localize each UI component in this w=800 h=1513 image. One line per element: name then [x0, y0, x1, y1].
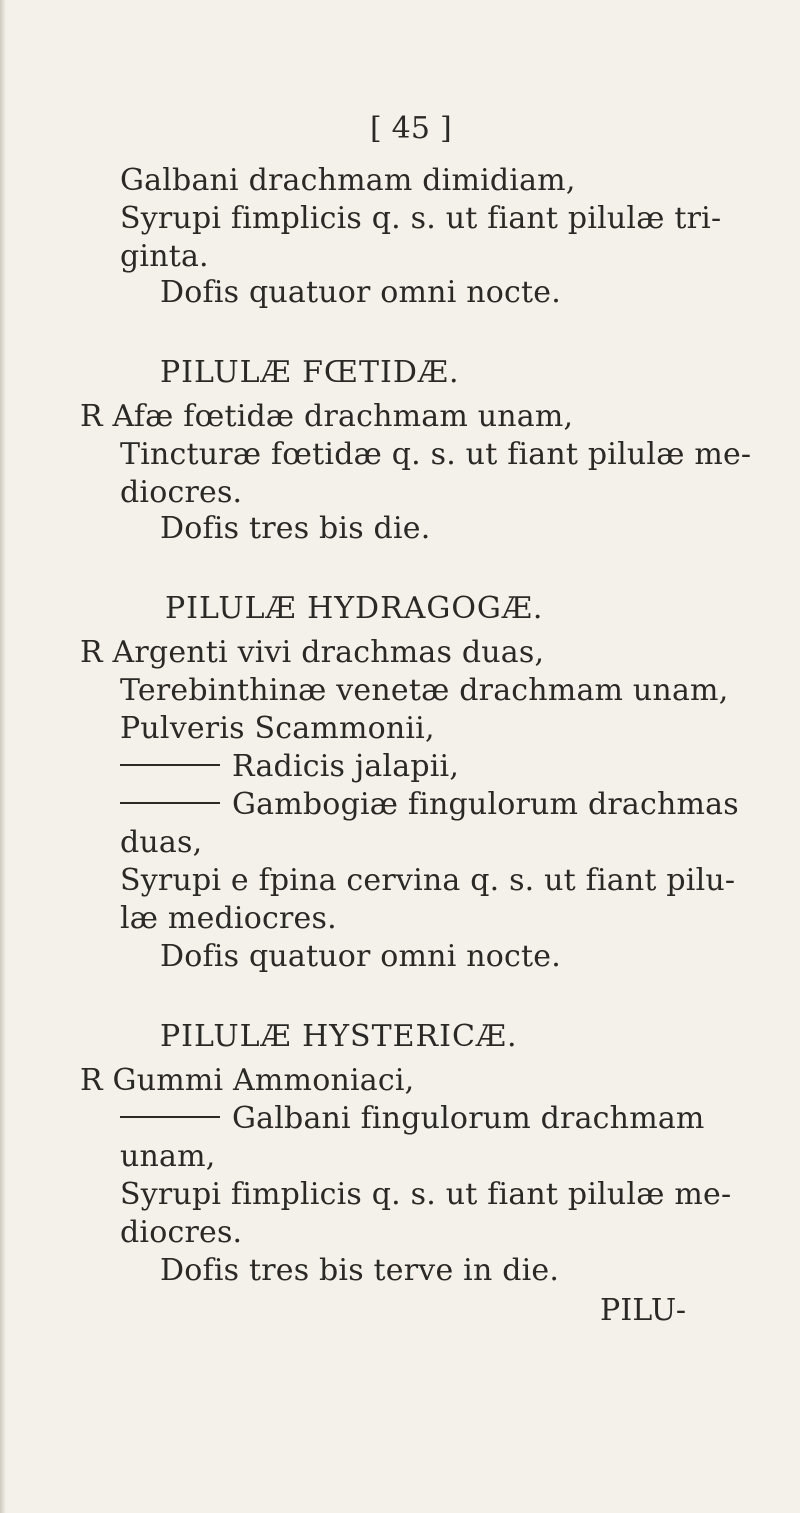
catchword: PILU- — [600, 1293, 687, 1328]
page-edge-shadow — [0, 0, 6, 1513]
text-line: Galbani fingulorum drachmam — [232, 1101, 705, 1136]
ditto-dash — [120, 764, 220, 766]
text-line: Pulveris Scammonii, — [120, 711, 435, 746]
text-line: Dofis tres bis die. — [160, 511, 431, 546]
section-heading-hydragogae: PILULÆ HYDRAGOGÆ. — [165, 591, 544, 626]
ditto-dash — [120, 802, 220, 804]
section-heading-foetidae: PILULÆ FŒTIDÆ. — [160, 355, 460, 390]
text-line: læ mediocres. — [120, 901, 337, 936]
text-line: Syrupi e fpina cervina q. s. ut fiant pilu- — [120, 863, 736, 898]
text-line: diocres. — [120, 1215, 243, 1250]
text-line: Syrupi fimplicis q. s. ut fiant pilulæ me- — [120, 1177, 732, 1212]
ditto-dash — [120, 1116, 220, 1118]
text-line: Radicis jalapii, — [232, 749, 460, 784]
text-line: Dofis tres bis terve in die. — [160, 1253, 560, 1288]
text-line: Dofis quatuor omni nocte. — [160, 939, 561, 974]
text-line: Gambogiæ fingulorum drachmas — [232, 787, 739, 822]
text-line: R Argenti vivi drachmas duas, — [80, 635, 545, 670]
text-line-ditto — [120, 1100, 705, 1138]
text-line: duas, — [120, 825, 203, 860]
text-line: Dofis quatuor omni nocte. — [160, 275, 561, 310]
text-line: R Afæ fœtidæ drachmam unam, — [80, 399, 574, 434]
text-line: Tincturæ fœtidæ q. s. ut fiant pilulæ me- — [120, 437, 752, 472]
text-line: Terebinthinæ venetæ drachmam unam, — [120, 673, 729, 708]
text-line: Galbani drachmam dimidiam, — [120, 163, 576, 198]
text-line: diocres. — [120, 475, 243, 510]
text-line: R Gummi Ammoniaci, — [80, 1063, 415, 1098]
page-number: [ 45 ] — [370, 111, 452, 146]
text-line: Syrupi fimplicis q. s. ut fiant pilulæ tri- — [120, 201, 722, 236]
text-line-ditto — [120, 748, 459, 786]
section-heading-hystericae: PILULÆ HYSTERICÆ. — [160, 1019, 518, 1054]
text-line: ginta. — [120, 239, 209, 274]
text-line-ditto — [120, 786, 739, 824]
text-line: unam, — [120, 1139, 216, 1174]
